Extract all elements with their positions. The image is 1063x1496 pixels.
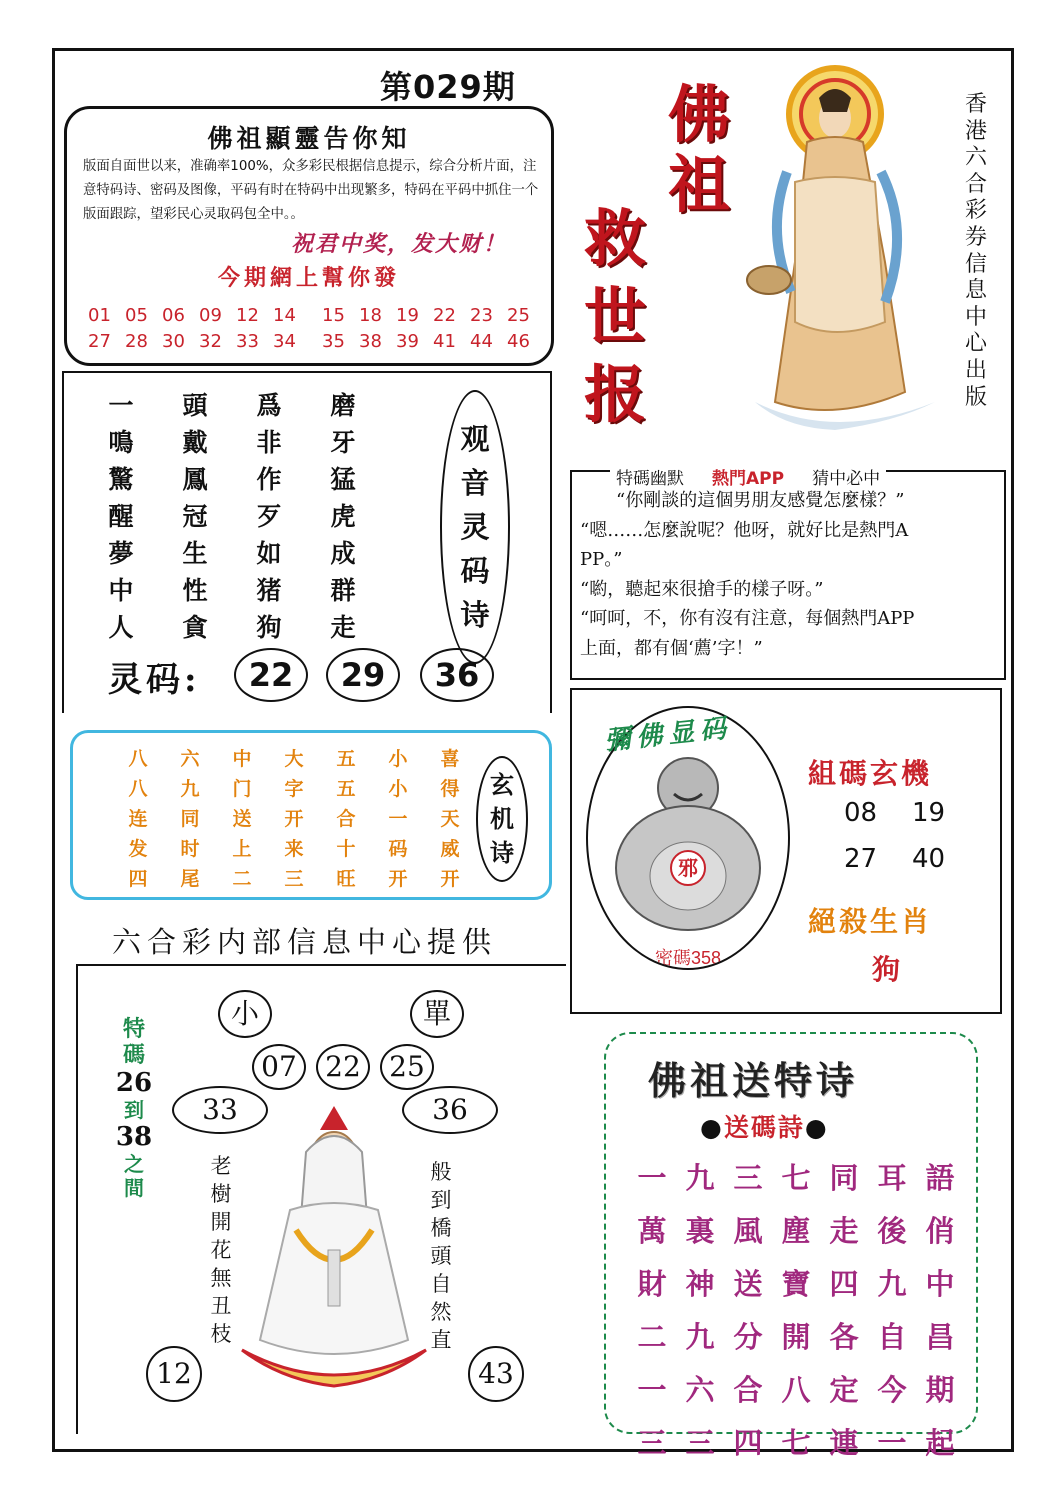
xuanji-char: 门 (232, 778, 252, 800)
range-suffix: 之 (124, 1152, 144, 1176)
teshi-char: 送 (733, 1267, 763, 1301)
xuanji-char: 送 (232, 808, 252, 830)
publisher-char: 心 (964, 331, 987, 357)
provider-line: 六合彩内部信息中心提供 (112, 925, 498, 959)
xuanji-char: 四 (128, 868, 148, 890)
verse-char: 般 (430, 1160, 452, 1184)
teshi-char: 三 (637, 1426, 667, 1460)
tema-side-oval: 33 (172, 1086, 268, 1134)
xuanji-char: 尾 (180, 868, 200, 890)
teshi-char: 各 (829, 1320, 859, 1354)
xuanji-char: 时 (180, 838, 200, 860)
xuanji-char: 合 (336, 808, 356, 830)
verse-char: 丑 (210, 1294, 232, 1318)
teshi-subtitle-row (700, 1108, 829, 1144)
title-column-2 (584, 200, 656, 434)
verse-char: 橋 (430, 1216, 452, 1240)
oval-title-char: 机 (490, 804, 514, 833)
poem-char: 虎 (330, 502, 356, 531)
number: 33 (236, 331, 259, 352)
teshi-char: 寶 (781, 1267, 811, 1301)
tema-mid-circle: 22 (316, 1044, 370, 1090)
teshi-char: 塵 (781, 1214, 811, 1248)
teshi-char: 自 (877, 1320, 907, 1354)
xuanji-char: 天 (440, 808, 460, 830)
xuanji-char: 喜 (440, 748, 460, 770)
verse-char: 枝 (210, 1322, 232, 1346)
lingma-number: 36 (420, 648, 494, 702)
teshi-char: 分 (733, 1320, 763, 1354)
oval-label: 彌佛显码 (603, 713, 734, 757)
number: 23 (470, 305, 493, 326)
publisher-char: 香 (964, 92, 987, 117)
guanyin-standing-image (735, 62, 959, 442)
teshi-char: 期 (925, 1373, 955, 1407)
teshi-char: 昌 (925, 1320, 955, 1354)
poem-char: 如 (256, 539, 282, 568)
teshi-char: 三 (733, 1161, 763, 1195)
xuanji-char: 中 (232, 748, 252, 770)
teshi-char: 九 (685, 1161, 715, 1195)
joke-line: “你剛談的這個男朋友感覺怎麼樣？” (580, 490, 905, 511)
number: 22 (433, 305, 456, 326)
poem-char: 醒 (108, 502, 134, 531)
bullet-icon: ● (804, 1113, 829, 1142)
xuanji-char: 得 (440, 778, 460, 800)
title-char: 救 (584, 202, 647, 275)
poem-grid (84, 386, 424, 642)
publisher-char: 券 (964, 224, 987, 250)
zuma-number: 19 (912, 798, 946, 828)
teshi-char: 九 (685, 1320, 715, 1354)
poem-char: 歹 (256, 502, 282, 531)
poem-char: 戴 (182, 428, 208, 457)
oval-title-char: 诗 (490, 838, 514, 867)
joke-body (580, 486, 1000, 663)
teshi-char: 三 (685, 1426, 715, 1460)
verse-char: 然 (430, 1300, 452, 1324)
tema-top-circle: 單 (410, 990, 464, 1038)
teshi-char: 神 (685, 1267, 715, 1301)
teshi-char: 後 (877, 1214, 907, 1248)
tema-label: 特 (122, 1016, 145, 1042)
range-to: 到 (124, 1098, 144, 1122)
teshi-char: 合 (733, 1373, 763, 1407)
title-char: 报 (584, 358, 647, 431)
number: 15 (322, 305, 345, 326)
number-row-2 (81, 331, 541, 352)
number: 19 (396, 305, 419, 326)
poem-char: 鳴 (108, 428, 134, 457)
xuanji-char: 二 (232, 868, 252, 890)
poem-char: 貪 (182, 613, 208, 642)
poem-char: 非 (256, 428, 282, 457)
number: 01 (88, 305, 111, 326)
xuanji-char: 开 (388, 868, 408, 890)
oval-title-char: 码 (460, 554, 490, 588)
poem-char: 狗 (256, 613, 282, 642)
teshi-char: 六 (685, 1373, 715, 1407)
title-char: 佛 (668, 78, 731, 151)
number: 18 (359, 305, 382, 326)
xuanji-char: 八 (128, 778, 148, 800)
title-column-1 (668, 80, 740, 220)
xuanji-grid (112, 744, 476, 891)
xuanji-char: 六 (180, 748, 200, 770)
poem-char: 驚 (108, 465, 134, 494)
oval-title-char: 观 (460, 422, 490, 456)
teshi-char: 走 (829, 1214, 859, 1248)
secret-code: 密碼358 (654, 948, 722, 968)
publisher-char: 出 (964, 357, 987, 383)
oval-title-char: 灵 (460, 510, 490, 544)
joke-line: “喲，聽起來很搶手的樣子呀。” (580, 578, 824, 600)
teshi-char: 一 (637, 1373, 667, 1407)
verse-char: 自 (430, 1272, 452, 1296)
xuanji-char: 威 (440, 838, 460, 860)
verse-char: 老 (210, 1154, 232, 1178)
zuma-title: 組碼玄機 (808, 757, 933, 790)
oval-title-char: 音 (460, 466, 490, 500)
poem-title-oval (440, 390, 510, 664)
tema-bottom-circle: 12 (146, 1346, 202, 1402)
xuanji-char: 连 (128, 808, 148, 830)
number-row-1 (81, 305, 541, 326)
xuanji-char: 十 (336, 838, 356, 860)
teshi-char: 耳 (877, 1161, 907, 1195)
tema-label: 碼 (122, 1042, 145, 1068)
joke-header-right: 猜中必中 (812, 469, 881, 489)
poem-char: 人 (108, 613, 134, 642)
teshi-char: 今 (877, 1373, 907, 1407)
publisher-char: 中 (964, 304, 987, 330)
xuanji-char: 小 (388, 778, 408, 800)
kill-zodiac-title: 絕殺生肖 (808, 905, 933, 938)
number: 28 (125, 331, 148, 352)
tema-mid-circle: 07 (252, 1044, 306, 1090)
verse-char: 開 (210, 1210, 232, 1234)
joke-line: “呵呵，不，你有沒有注意，每個熱門APP (580, 608, 915, 629)
number: 25 (507, 305, 530, 326)
tema-side-oval: 36 (402, 1086, 498, 1134)
guanyin-seated-image (236, 1100, 432, 1396)
tema-range (112, 1016, 156, 1200)
zuma-number: 40 (912, 844, 946, 874)
joke-line: 上面，都有個‘薦’字！” (580, 637, 763, 659)
verse-char: 花 (210, 1238, 232, 1262)
lingma-number: 29 (326, 648, 400, 702)
xuanji-char: 字 (284, 778, 304, 800)
issue-number: 第029期 (380, 68, 516, 106)
poem-char: 性 (182, 576, 208, 605)
teshi-char: 二 (637, 1320, 667, 1354)
publisher-char: 六 (964, 145, 987, 171)
joke-line: PP。” (580, 549, 623, 570)
tema-bottom-circle: 43 (468, 1346, 524, 1402)
kill-zodiac-animal: 狗 (872, 953, 901, 986)
bullet-icon: ● (700, 1113, 724, 1142)
verse-char: 直 (430, 1328, 452, 1352)
zuma-number: 27 (844, 844, 878, 874)
poem-char: 頭 (182, 391, 208, 420)
poem-char: 一 (108, 391, 134, 420)
poem-char: 夢 (108, 539, 134, 568)
title-char: 世 (584, 280, 647, 353)
teshi-char: 財 (637, 1267, 667, 1301)
number: 34 (273, 331, 296, 352)
title-char: 祖 (668, 148, 731, 221)
poem-char: 猛 (330, 465, 356, 494)
teshi-subtitle: 送碼詩 (723, 1113, 805, 1142)
notice-box (64, 106, 554, 366)
poem-char: 冠 (182, 502, 208, 531)
lingma-label: 灵码: (108, 660, 201, 700)
poem-char: 作 (256, 465, 282, 494)
tema-top-circle: 小 (218, 990, 272, 1038)
teshi-grid (628, 1156, 964, 1462)
joke-box (570, 470, 1006, 680)
teshi-char: 裏 (685, 1214, 715, 1248)
teshi-char: 語 (925, 1161, 955, 1195)
joke-line: “嗯……怎麼說呢？他呀，就好比是熱門A (580, 519, 909, 541)
poem-char: 生 (182, 539, 208, 568)
teshi-char: 萬 (637, 1214, 667, 1248)
xuanji-char: 来 (284, 838, 304, 860)
number: 14 (273, 305, 296, 326)
teshi-char: 起 (925, 1426, 955, 1460)
number: 41 (433, 331, 456, 352)
teshi-char: 俏 (925, 1214, 955, 1248)
range-start: 26 (115, 1068, 153, 1098)
xuanji-char: 三 (284, 868, 304, 890)
teshi-char: 中 (925, 1267, 955, 1301)
teshi-title: 佛祖送特诗 (648, 1058, 859, 1103)
teshi-char: 風 (733, 1214, 763, 1248)
notice-body: 版面自面世以来，准确率100%，众多彩民根据信息提示，综合分析片面，注意特码诗、密码及图像，平码有时在特码中出现繁多，特码在平码中抓住一个版面跟踪，望彩民心灵取码包全中。。 (83, 159, 539, 222)
xuanji-char: 码 (388, 838, 408, 860)
publisher-char: 息 (964, 278, 987, 304)
xuanji-char: 大 (284, 748, 304, 770)
teshi-char: 四 (829, 1267, 859, 1301)
xuanji-char: 八 (128, 748, 148, 770)
xuanji-char: 五 (336, 778, 356, 800)
xuanji-char: 开 (440, 868, 460, 890)
joke-header-left: 特碼幽默 (616, 469, 684, 489)
teshi-char: 七 (781, 1161, 811, 1195)
seal-char: 邪 (678, 856, 698, 880)
publisher-char: 版 (964, 384, 987, 410)
publisher-char: 港 (964, 118, 987, 144)
teshi-char: 九 (877, 1267, 907, 1301)
teshi-char: 八 (781, 1373, 811, 1407)
teshi-char: 開 (781, 1320, 811, 1354)
xuanji-char: 开 (284, 808, 304, 830)
oval-title-char: 诗 (460, 598, 490, 632)
poem-char: 爲 (256, 391, 282, 420)
teshi-char: 七 (781, 1426, 811, 1460)
poem-char: 磨 (330, 391, 356, 420)
number: 05 (125, 305, 148, 326)
left-verse (208, 1152, 234, 1348)
xuanji-char: 一 (388, 808, 408, 830)
lingma-number: 22 (234, 648, 308, 702)
number: 39 (396, 331, 419, 352)
teshi-char: 一 (877, 1426, 907, 1460)
poem-char: 走 (330, 613, 356, 642)
number: 44 (470, 331, 493, 352)
verse-char: 到 (430, 1188, 452, 1212)
teshi-char: 同 (829, 1161, 859, 1195)
tema-mid-circle: 25 (380, 1044, 434, 1090)
poem-char: 群 (330, 576, 356, 605)
publisher-vertical (958, 92, 994, 411)
teshi-char: 定 (829, 1373, 859, 1407)
xuanji-char: 发 (128, 838, 148, 860)
joke-header-mid: 熱門APP (712, 469, 785, 489)
number: 38 (359, 331, 382, 352)
xuanji-char: 五 (336, 748, 356, 770)
poem-char: 猪 (256, 576, 282, 605)
xuanji-char: 九 (180, 778, 200, 800)
number: 09 (199, 305, 222, 326)
xuanji-char: 同 (180, 808, 200, 830)
wish-text: 祝君中奖，发大财！ (290, 232, 507, 257)
xuanji-char: 旺 (336, 868, 356, 890)
notice-title: 佛祖顯靈告你知 (207, 124, 411, 153)
verse-char: 無 (210, 1266, 232, 1290)
teshi-char: 連 (829, 1426, 859, 1460)
number: 32 (199, 331, 222, 352)
poem-char: 牙 (330, 428, 356, 457)
number: 46 (507, 331, 530, 352)
range-end: 38 (115, 1122, 153, 1152)
publisher-char: 合 (964, 171, 987, 197)
poem-char: 成 (330, 539, 356, 568)
number: 12 (236, 305, 259, 326)
teshi-char: 一 (637, 1161, 667, 1195)
number: 30 (162, 331, 185, 352)
notice-subtitle: 今期網上幫你發 (217, 266, 400, 291)
xuanji-title-oval (476, 756, 528, 882)
verse-char: 頭 (430, 1244, 452, 1268)
poem-char: 中 (108, 576, 134, 605)
number: 27 (88, 331, 111, 352)
teshi-char: 四 (733, 1426, 763, 1460)
verse-char: 樹 (210, 1182, 232, 1206)
xuanji-char: 上 (232, 838, 252, 860)
oval-title-char: 玄 (490, 770, 514, 799)
poem-char: 鳳 (182, 465, 208, 494)
xuanji-char: 小 (388, 748, 408, 770)
range-suffix: 間 (124, 1176, 144, 1200)
number: 35 (322, 331, 345, 352)
publisher-char: 信 (964, 251, 987, 277)
zuma-number: 08 (844, 798, 878, 828)
publisher-char: 彩 (964, 198, 987, 224)
number: 06 (162, 305, 185, 326)
